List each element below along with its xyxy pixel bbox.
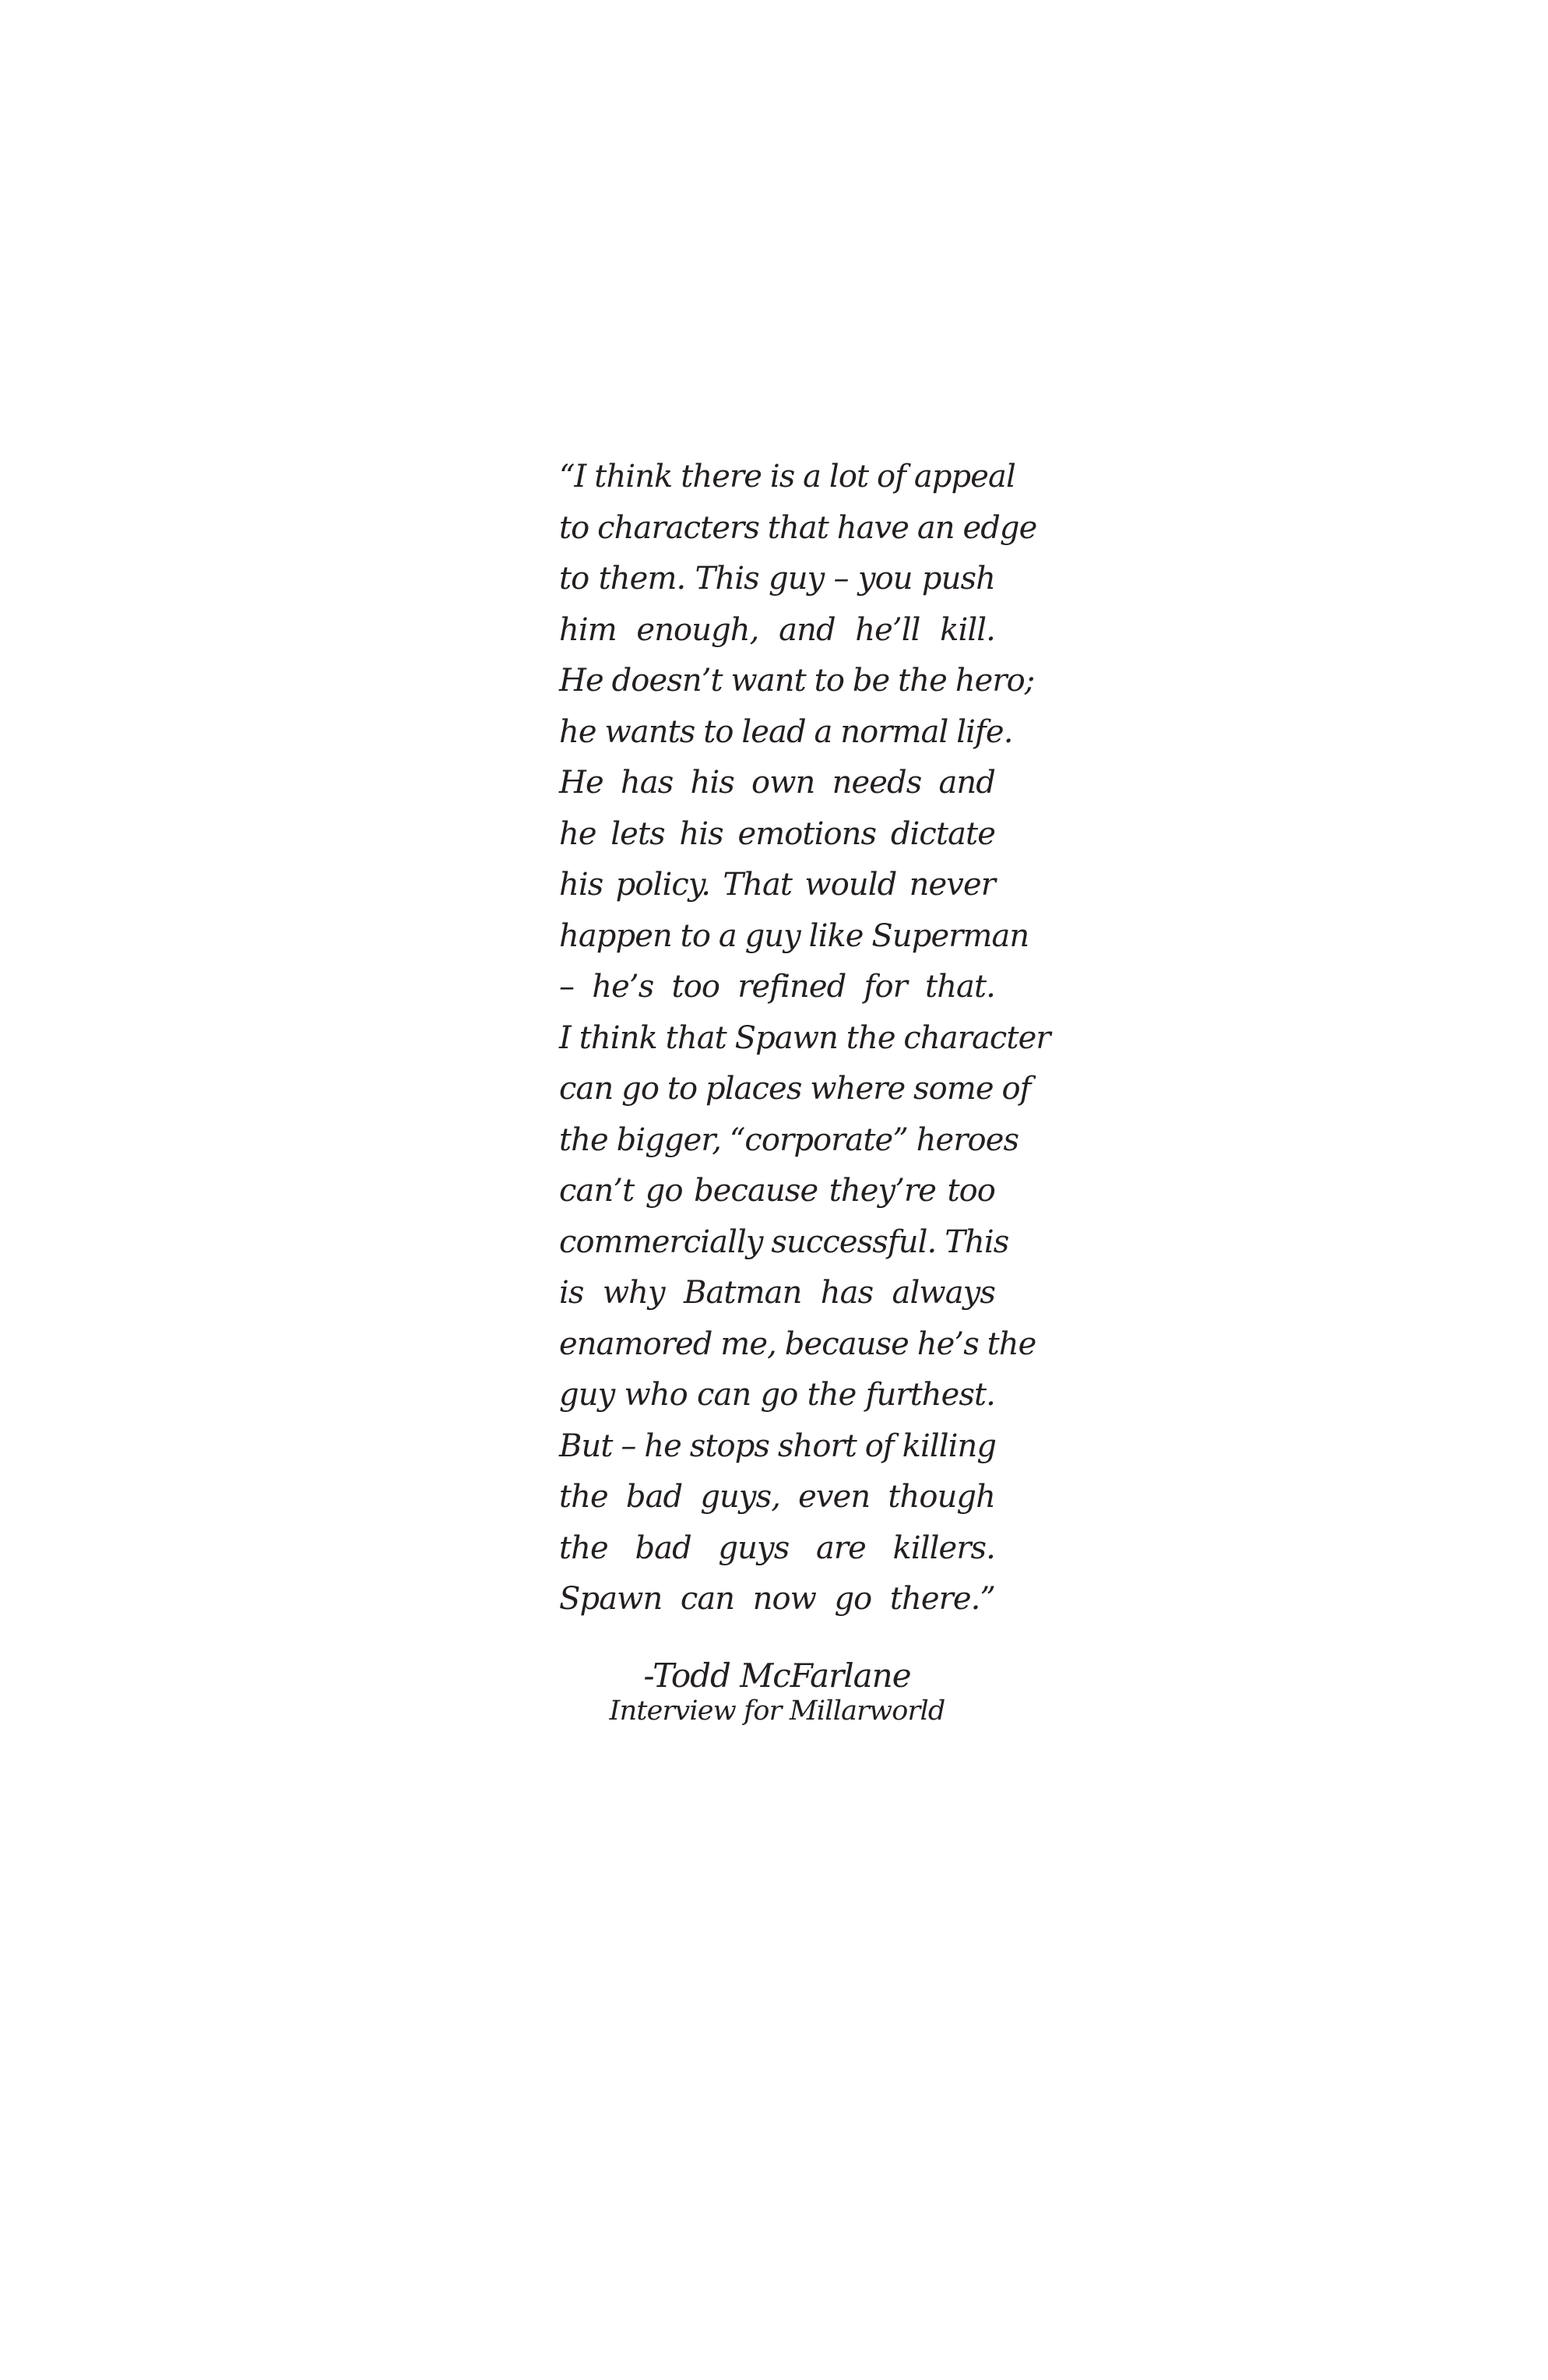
quote-line: he lets his emotions dictate	[559, 815, 995, 852]
quote-line: to them. This guy – you push	[559, 561, 995, 597]
quote-line: is why Batman has always	[559, 1275, 995, 1311]
quote-line: him enough, and he’ll kill.	[559, 611, 995, 648]
quote-line: – he’s too refined for that.	[559, 969, 995, 1005]
quote-line: He doesn’t want to be the hero;	[559, 663, 1035, 699]
quote-line: enamored me, because he’s the	[559, 1326, 1036, 1362]
quote-line: guy who can go the furthest.	[559, 1377, 995, 1413]
quote-line: “I think there is a lot of appeal	[559, 459, 1015, 495]
quote-line: the bigger, “corporate” heroes	[559, 1121, 1019, 1158]
quote-line: happen to a guy like Superman	[559, 917, 1029, 954]
quote-line: But – he stops short of killing	[559, 1428, 997, 1464]
quote-line: He has his own needs and	[559, 765, 995, 801]
interview-source: Interview for Millarworld	[609, 1695, 945, 1727]
quote-line: the bad guys, even though	[559, 1479, 995, 1515]
quote-line: can go to places where some of	[559, 1071, 1031, 1107]
author-name: -Todd McFarlane	[643, 1656, 911, 1695]
quote-line: Spawn can now go there.”	[559, 1581, 995, 1617]
quote-line: I think that Spawn the character	[559, 1019, 1050, 1056]
quote-line: the bad guys are killers.	[559, 1530, 995, 1566]
quote-line: can’t go because they’re too	[559, 1173, 995, 1209]
quote-line: to characters that have an edge	[559, 509, 1037, 546]
quote-line: his policy. That would never	[559, 867, 995, 903]
quote-line: commercially successful. This	[559, 1223, 1009, 1260]
attribution	[559, 1657, 995, 1727]
quote-block	[559, 452, 1050, 1625]
quote-line: he wants to lead a normal life.	[559, 713, 1013, 750]
